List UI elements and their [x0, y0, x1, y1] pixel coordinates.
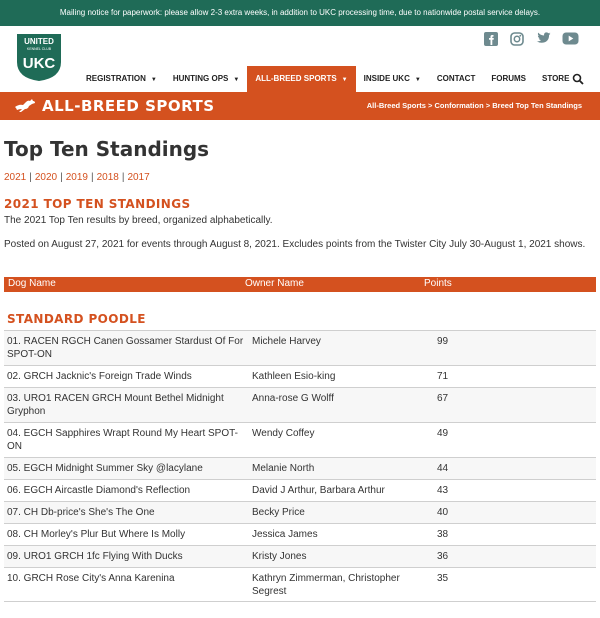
dog-name: 06. EGCH Aircastle Diamond's Reflection	[7, 485, 191, 496]
chevron-down-icon: ▼	[150, 77, 157, 83]
nav-contact[interactable]	[429, 66, 484, 92]
agility-dog-icon	[14, 98, 36, 114]
owner-name: Kathryn Zimmerman, Christopher Segrest	[252, 573, 400, 597]
owner-name: Melanie North	[252, 463, 315, 474]
logo-text-kennel-club: KENNEL CLUB	[26, 47, 52, 51]
table-row	[4, 523, 596, 545]
table-bottom-border	[4, 601, 596, 602]
nav-inside-ukc[interactable]	[356, 66, 429, 92]
breadcrumb-all-breed-sports[interactable]: All-Breed Sports	[366, 101, 426, 110]
owner-name: Becky Price	[252, 507, 305, 518]
nav-store[interactable]	[534, 66, 577, 92]
nav-all-breed-sports[interactable]	[247, 66, 355, 92]
nav-forums[interactable]	[483, 66, 534, 92]
main-nav	[78, 66, 577, 92]
site-header	[0, 26, 600, 92]
points: 40	[437, 507, 449, 518]
table-row	[4, 387, 596, 422]
owner-name: Jessica James	[252, 529, 318, 540]
nav-contact-label: CONTACT	[436, 74, 476, 83]
points: 35	[437, 573, 449, 584]
header-dog-name: Dog Name	[8, 278, 56, 289]
owner-name: Michele Harvey	[252, 336, 321, 347]
nav-inside-ukc-label: INSIDE UKC	[363, 74, 410, 83]
header-points: Points	[424, 278, 452, 289]
table-row	[4, 501, 596, 523]
dog-name: 08. CH Morley's Plur But Where Is Molly	[7, 529, 186, 540]
breadcrumb-separator: >	[428, 101, 433, 110]
breed-title: STANDARD POODLE	[7, 312, 146, 326]
banner-title: ALL-BREED SPORTS	[42, 97, 215, 115]
chevron-down-icon: ▼	[233, 77, 240, 83]
owner-name: Anna-rose G Wolff	[252, 393, 334, 404]
chevron-down-icon: ▼	[341, 77, 348, 83]
section-title: 2021 TOP TEN STANDINGS	[4, 197, 191, 211]
nav-store-label: STORE	[542, 74, 570, 83]
breadcrumb-separator: >	[485, 101, 491, 110]
points: 43	[437, 485, 449, 496]
posted-note: Posted on August 27, 2021 for events through August 8, 2021. Excludes points from the Twister City July 30-August 1, 2021 shows.	[4, 239, 586, 250]
chevron-down-icon: ▼	[414, 77, 421, 83]
dog-name: 04. EGCH Sapphires Wrapt Round My Heart SPOT-ON	[7, 428, 239, 452]
mailing-notice: Mailing notice for paperwork: please allow 2-3 extra weeks, in addition to UKC processing time, due to nationwide postal service delays.	[0, 0, 600, 26]
dog-name: 07. CH Db-price's She's The One	[7, 507, 155, 518]
intro-text: The 2021 Top Ten results by breed, organized alphabetically.	[4, 215, 273, 226]
table-header	[4, 277, 596, 292]
year-link-2017[interactable]: 2017	[127, 172, 150, 183]
breadcrumb	[367, 101, 582, 110]
social-links	[484, 32, 578, 46]
owner-name: David J Arthur, Barbara Arthur	[252, 485, 385, 496]
table-row	[4, 567, 596, 601]
logo-text-united: UNITED	[24, 37, 54, 46]
twitter-icon[interactable]	[536, 32, 552, 46]
owner-name: Wendy Coffey	[252, 428, 315, 439]
points: 49	[437, 428, 449, 439]
owner-name: Kathleen Esio-king	[252, 371, 336, 382]
table-row	[4, 457, 596, 479]
instagram-icon[interactable]	[510, 32, 526, 46]
table-row	[4, 422, 596, 457]
dog-name: 03. URO1 RACEN GRCH Mount Bethel Midnight Gryphon	[7, 393, 224, 417]
search-icon[interactable]	[572, 73, 584, 85]
nav-registration[interactable]	[78, 66, 165, 92]
points: 67	[437, 393, 449, 404]
page-title: Top Ten Standings	[4, 137, 210, 161]
year-separator: |	[90, 172, 94, 183]
points: 71	[437, 371, 449, 382]
year-link-2020[interactable]: 2020	[34, 172, 58, 183]
breadcrumb-conformation[interactable]: Conformation	[434, 101, 484, 110]
nav-forums-label: FORUMS	[491, 74, 526, 83]
section-banner	[0, 92, 600, 120]
dog-name: 02. GRCH Jacknic's Foreign Trade Winds	[7, 371, 192, 382]
dog-name: 05. EGCH Midnight Summer Sky @lacylane	[7, 463, 203, 474]
points: 99	[437, 336, 449, 347]
nav-hunting-ops-label: HUNTING OPS	[172, 74, 229, 83]
year-links	[4, 172, 150, 183]
year-link-2019[interactable]: 2019	[65, 172, 88, 183]
ukc-logo[interactable]	[13, 32, 65, 82]
year-link-2018[interactable]: 2018	[96, 172, 119, 183]
facebook-icon[interactable]	[484, 32, 500, 46]
year-separator: |	[121, 172, 125, 183]
nav-all-breed-sports-label: ALL-BREED SPORTS	[255, 74, 337, 83]
owner-name: Kristy Jones	[252, 551, 307, 562]
nav-registration-label: REGISTRATION	[86, 74, 146, 83]
table-row	[4, 365, 596, 387]
breadcrumb-current: Breed Top Ten Standings	[492, 101, 582, 110]
points: 38	[437, 529, 449, 540]
youtube-icon[interactable]	[562, 32, 578, 46]
dog-name: 09. URO1 GRCH 1fc Flying With Ducks	[7, 551, 183, 562]
logo-text-ukc: UKC	[22, 55, 56, 72]
year-link-2021[interactable]: 2021	[4, 172, 27, 183]
table-row	[4, 479, 596, 501]
year-separator: |	[29, 172, 32, 183]
table-row	[4, 545, 596, 567]
table-row	[4, 330, 596, 365]
header-owner-name: Owner Name	[245, 278, 304, 289]
points: 44	[437, 463, 449, 474]
points: 36	[437, 551, 449, 562]
year-separator: |	[60, 172, 63, 183]
dog-name: 01. RACEN RGCH Canen Gossamer Stardust Of For SPOT-ON	[7, 336, 244, 360]
dog-name: 10. GRCH Rose City's Anna Karenina	[7, 573, 175, 584]
nav-hunting-ops[interactable]	[165, 66, 248, 92]
